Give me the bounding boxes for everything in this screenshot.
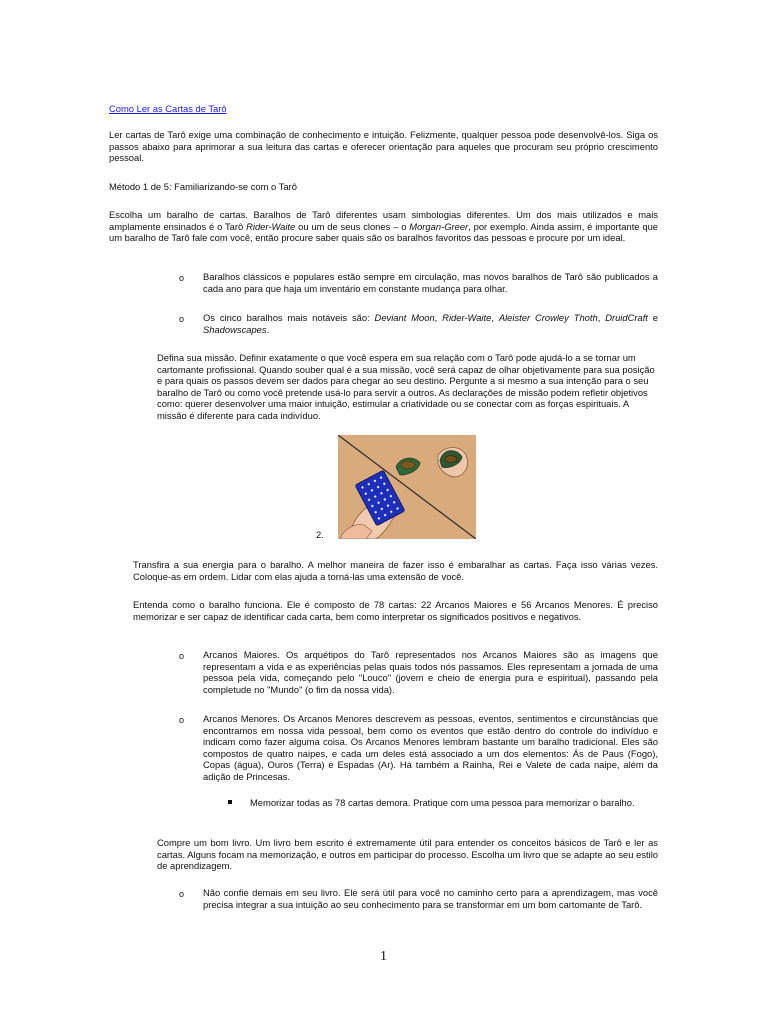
bullet-item: Não confie demais em seu livro. Ele será útil para você no caminho certo para a aprendizagem, mas você precisa integrar a sua intuição ao seu conhecimento para se transformar em um bom cartomante de Tarô.	[203, 887, 658, 910]
mission-paragraph: Defina sua missão. Definir exatamente o que você espera em sua relação com o Tarô pode ajudá-lo a se tornar um cartomante profissional. Quando souber qual é a sua missão, você será capaz de olhar objetivamente para sua posição e para quais os passos devem ser dados para chegar ao seu destino. Pergunte a si mesmo a sua intenção para o seu baralho de Tarô ou como você pretende usá-lo para servir a outros. As declarações de missão podem refletir objetivos como: querer desenvolver uma maior intuição, estimular a criatividade ou se conectar com as forças espirituais. A missão é diferente para cada indivíduo.	[157, 352, 655, 421]
sub-bullet-item: Memorizar todas as 78 cartas demora. Pratique com uma pessoa para memorizar o baralho.	[250, 797, 635, 808]
tarot-shuffle-illustration	[338, 435, 476, 539]
step1-paragraph: Escolha um baralho de cartas. Baralhos de Tarô diferentes usam simbologias diferentes. Um dos mais utilizados e mais amplamente ensinados é o Tarô Rider-Waite ou um de seus clones – o Morgan-Greer, por exemplo. Ainda assim, é importante que um baralho de Tarô fale com você, então procure saber quais são os baralhos favoritos das pessoas e procure por um ideal.	[109, 209, 659, 244]
image-number: 2.	[316, 529, 324, 540]
bullet-marker: o	[179, 715, 185, 725]
bullet-marker: o	[179, 651, 185, 661]
bullet-item: Arcanos Maiores. Os arquétipos do Tarô representados nos Arcanos Maiores são as imagens que representam a vida e as experiências pelas quais todos nós passamos. Eles representam a jornada de uma pessoa pela vida, começando pelo "Louco" (jovem e cheio de energia pura e espiritual), passando pela completude no "Mundo" (o fim da nossa vida).	[203, 649, 658, 695]
bullet-marker: o	[179, 889, 185, 899]
title-link[interactable]: Como Ler as Cartas de Tarô	[109, 103, 227, 114]
square-bullet-icon	[228, 800, 232, 804]
bullet-item: Arcanos Menores. Os Arcanos Menores descrevem as pessoas, eventos, sentimentos e circunstâncias que encontramos em nossa vida pessoal, bem como os eventos que estão dentro do controle do indivíduo e indicam como fazer alguma coisa. Os Arcanos Menores lembram bastante um baralho tradicional. Eles são compostos de quatro naipes, e cada um deles está associado a um dos elementos: Ás de Paus (Fogo), Copas (água), Ouros (Terra) e Espadas (Ar). Há também a Rainha, Rei e Valete de cada naipe, além da adição de Princesas.	[203, 713, 658, 782]
bullet-item: Os cinco baralhos mais notáveis são: Deviant Moon, Rider-Waite, Aleister Crowley Thoth, DruidCraft e Shadowscapes.	[203, 312, 659, 335]
energy-paragraph: Transfira a sua energia para o baralho. A melhor maneira de fazer isso é embaralhar as cartas. Faça isso várias vezes. Coloque-as em ordem. Lidar com elas ajuda a torná-las uma extensão de você.	[133, 559, 658, 582]
understand-paragraph: Entenda como o baralho funciona. Ele é composto de 78 cartas: 22 Arcanos Maiores e 56 Arcanos Menores. É preciso memorizar e ser capaz de identificar cada carta, bem como interpretar os significados positivos e negativos.	[133, 599, 658, 622]
page-number: 1	[380, 949, 387, 964]
method-heading: Método 1 de 5: Familiarizando-se com o Tarô	[109, 181, 297, 192]
bullet-marker: o	[179, 273, 185, 283]
intro-paragraph: Ler cartas de Tarô exige uma combinação de conhecimento e intuição. Felizmente, qualquer pessoa pode desenvolvê-los. Siga os passos abaixo para aprimorar a sua leitura das cartas e oferecer orientação para aqueles que procuram seu próprio crescimento pessoal.	[109, 129, 658, 164]
bullet-marker: o	[179, 314, 185, 324]
book-paragraph: Compre um bom livro. Um livro bem escrito é extremamente útil para entender os conceitos básicos de Tarô e ler as cartas. Alguns focam na memorização, e outros em participar do processo. Escolha um livro que se adapte ao seu estilo de aprendizagem.	[157, 837, 658, 872]
bullet-item: Baralhos clássicos e populares estão sempre em circulação, mas novos baralhos de Tarô são publicados a cada ano para que haja um inventário em constante mudança para olhar.	[203, 271, 658, 294]
